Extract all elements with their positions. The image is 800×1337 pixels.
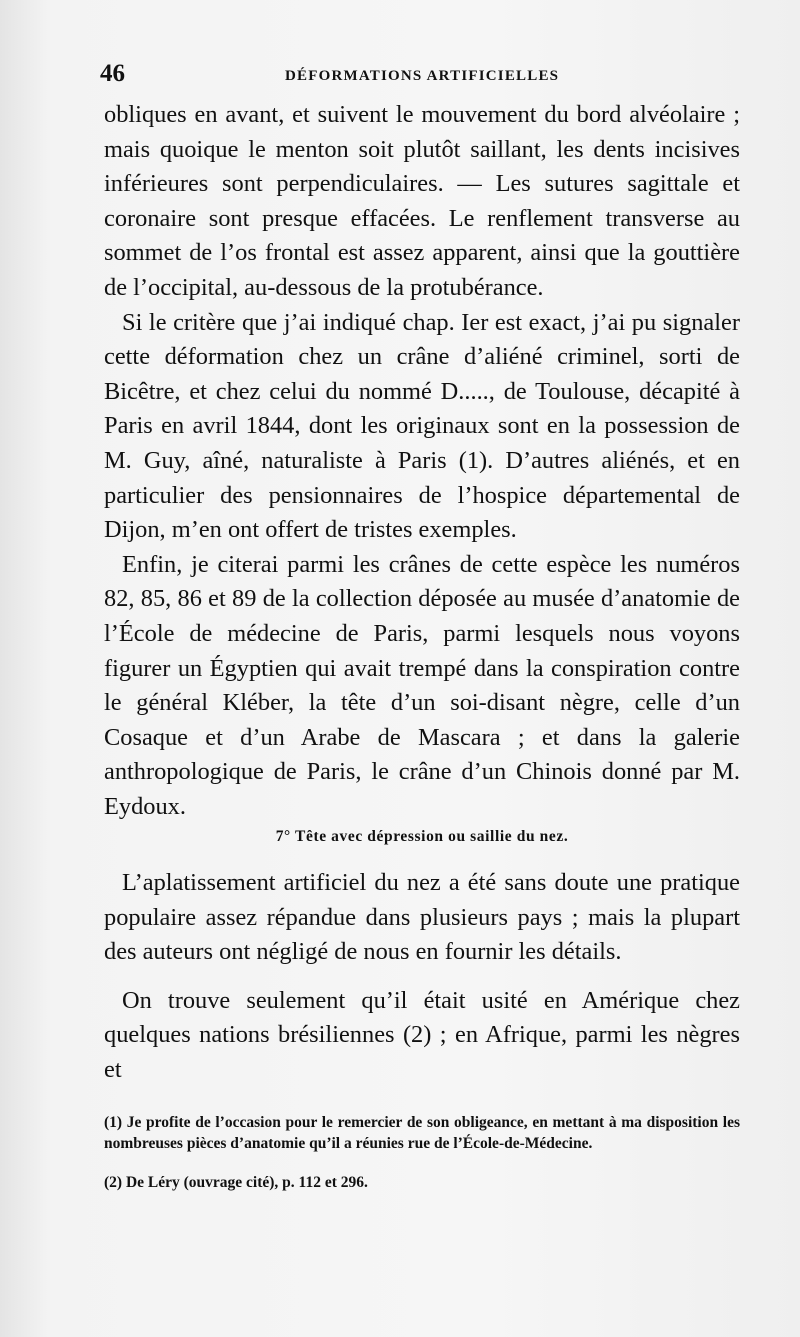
paragraph: On trouve seulement qu’il était usité en Amérique chez quelques nations brésiliennes (2) ; en Afrique, parmi les nègres et xyxy=(104,986,740,1083)
paragraph: L’aplatissement artificiel du nez a été sans doute une pratique populaire assez répandue dans plusieurs pays ; mais la plupart des auteurs ont négligé de nous en fournir les détails. xyxy=(104,869,740,966)
page-number: 46 xyxy=(100,60,125,87)
footnote: (2) De Léry (ouvrage cité), p. 112 et 296. xyxy=(104,1174,368,1191)
page-header xyxy=(100,60,740,96)
footnote: (1) Je profite de l’occasion pour le remercier de son obligeance, en mettant à ma disposition les nombreuses pièces d’anatomie qu’il a réunies rue de l’École-de-Médecine. xyxy=(104,1114,740,1152)
paragraph: obliques en avant, et suivent le mouvement du bord alvéolaire ; mais quoique le menton soit plutôt saillant, les dents incisives inférieures sont perpendiculaires. — Les sutures sagittale et coronaire sont presque effacées. Le renflement transverse au sommet de l’os frontal est assez apparent, ainsi que la gouttière de l’occipital, au-dessous de la protubérance. xyxy=(104,101,740,301)
running-title: DÉFORMATIONS ARTIFICIELLES xyxy=(285,68,560,84)
paragraph: Enfin, je citerai parmi les crânes de cette espèce les numéros 82, 85, 86 et 89 de la collection déposée au musée d’anatomie de l’École de médecine de Paris, parmi lesquels nous voyons figurer un Égyptien qui avait trempé dans la conspiration contre le général Kléber, la tête d’un soi-disant nègre, celle d’un Cosaque et d’un Arabe de Mascara ; et dans la galerie anthropologique de Paris, le crâne d’un Chinois donné par M. Eydoux. xyxy=(104,550,740,820)
paragraph-gap xyxy=(104,970,740,984)
main-text xyxy=(104,98,740,824)
section-text xyxy=(104,866,740,1088)
footnotes xyxy=(104,1112,740,1193)
paragraph: Si le critère que j’ai indiqué chap. Ier est exact, j’ai pu signaler cette déformation chez un crâne d’aliéné criminel, sorti de Bicêtre, et chez celui du nommé D....., de Toulouse, décapité à Paris en avril 1844, dont les originaux sont en la possession de M. Guy, aîné, naturaliste à Paris (1). D’autres aliénés, et en particulier des pensionnaires de l’hospice départemental de Dijon, m’en ont offert de tristes exemples. xyxy=(104,308,740,544)
section-heading: 7° Tête avec dépression ou saillie du nez. xyxy=(275,828,569,845)
